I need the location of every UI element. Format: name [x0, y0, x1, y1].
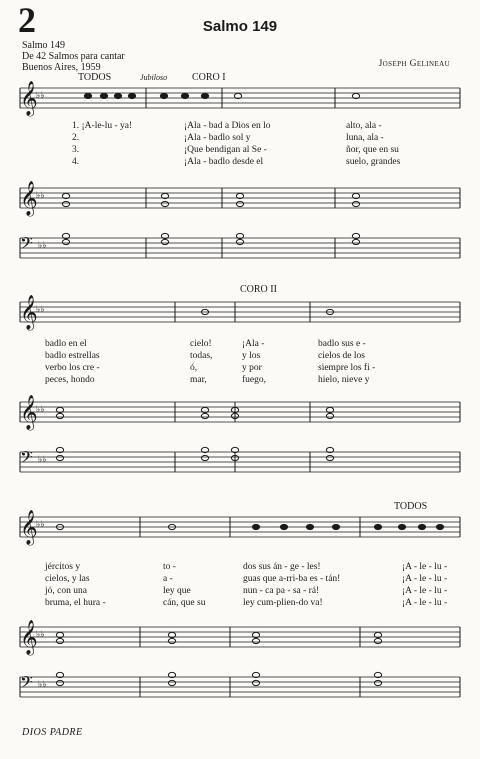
lyric-line: ¡A - le - lu - — [402, 574, 448, 584]
treble-clef-icon: 𝄞 — [20, 395, 38, 430]
lyric-line: a - — [163, 574, 173, 584]
marking-todos: TODOS — [78, 72, 112, 83]
note-head — [201, 413, 208, 418]
note-head — [374, 524, 381, 529]
note-head — [236, 239, 243, 244]
note-head — [56, 638, 63, 643]
treble-clef-icon: 𝄞 — [20, 510, 38, 545]
lyric-line: to - — [163, 562, 176, 572]
lyric-line: badlo sus e - — [318, 339, 366, 349]
lyric-line: alto, ala - — [346, 121, 382, 131]
lyric-line: fuego, — [242, 375, 267, 385]
lyric-line: suelo, grandes — [346, 157, 401, 167]
note-head — [306, 524, 313, 529]
key-signature-flats: ♭♭ — [38, 680, 47, 690]
lyric-line: 1. ¡A-le-lu - ya! — [72, 121, 133, 131]
note-head — [332, 524, 339, 529]
marking-coro-1: CORO I — [192, 72, 226, 83]
lyric-line: dos sus án - ge - les! — [243, 562, 321, 572]
note-head — [201, 455, 208, 460]
key-signature-flats: ♭♭ — [36, 405, 45, 415]
note-head — [62, 201, 69, 206]
lyric-line: cielo! — [190, 339, 212, 349]
note-head — [201, 93, 208, 98]
lyric-line: ley cum-plien-do va! — [243, 598, 323, 608]
key-signature-flats: ♭♭ — [36, 191, 45, 201]
tempo-marking: Jubiloso — [140, 73, 168, 82]
note-head — [84, 93, 91, 98]
note-head — [418, 524, 425, 529]
lyric-line: nun - ca pa - sa - rá! — [243, 586, 320, 596]
note-head — [326, 413, 333, 418]
note-head — [128, 93, 135, 98]
note-head — [398, 524, 405, 529]
note-head — [252, 680, 259, 685]
note-head — [236, 201, 243, 206]
key-signature-flats: ♭♭ — [38, 455, 47, 465]
lyric-line: 2. — [72, 133, 80, 143]
lyric-line: 3. — [72, 145, 80, 155]
lyric-line: ¡Ala - bad a Dios en lo — [184, 121, 271, 131]
note-head — [374, 680, 381, 685]
page-title: Salmo 149 — [202, 18, 278, 35]
lyric-line: todas, — [190, 351, 213, 361]
lyric-line: ¡Ala - — [242, 339, 265, 349]
note-head — [56, 413, 63, 418]
note-head — [160, 93, 167, 98]
lyric-line: guas que a-rri-ba es - tán! — [243, 574, 341, 584]
note-head — [252, 638, 259, 643]
lyric-line: siempre los fi - — [318, 363, 376, 373]
note-head — [252, 524, 259, 529]
note-head — [114, 93, 121, 98]
section-footer: DIOS PADRE — [22, 727, 83, 738]
lyric-line: cielos, y las — [45, 574, 90, 584]
source-line-3: Buenos Aires, 1959 — [22, 62, 101, 73]
note-head — [56, 455, 63, 460]
lyric-line: y los — [242, 351, 261, 361]
bass-clef-icon: 𝄢 — [20, 672, 33, 696]
bass-clef-icon: 𝄢 — [20, 233, 33, 257]
note-head — [352, 239, 359, 244]
lyric-line: jércitos y — [45, 562, 81, 572]
note-head — [56, 680, 63, 685]
lyric-line: ó, — [190, 363, 198, 373]
note-head — [181, 93, 188, 98]
key-signature-flats: ♭♭ — [36, 91, 45, 101]
lyric-line: jó, con una — [45, 586, 87, 596]
lyric-line: ¡Que bendigan al Se - — [184, 145, 267, 155]
composer-credit: Joseph Gelineau — [378, 59, 450, 69]
note-head — [280, 524, 287, 529]
bass-clef-icon: 𝄢 — [20, 447, 33, 471]
lyric-line: hielo, nieve y — [318, 375, 370, 385]
lyric-line: ñor, que en su — [346, 145, 399, 155]
note-head — [374, 638, 381, 643]
lyric-line: badlo en el — [45, 339, 87, 349]
lyric-line: ley que — [163, 586, 191, 596]
treble-clef-icon: 𝄞 — [20, 81, 38, 116]
key-signature-flats: ♭♭ — [36, 520, 45, 530]
lyric-line: ¡A - le - lu - — [402, 598, 448, 608]
lyric-line: ¡A - le - lu - — [402, 586, 448, 596]
treble-clef-icon: 𝄞 — [20, 181, 38, 216]
lyric-line: mar, — [190, 375, 207, 385]
note-head — [352, 201, 359, 206]
note-head — [161, 239, 168, 244]
lyric-line: ¡A - le - lu - — [402, 562, 448, 572]
lyric-line: badlo estrellas — [45, 351, 100, 361]
lyric-line: cán, que su — [163, 598, 206, 608]
lyric-line: luna, ala - — [346, 133, 384, 143]
source-line-2: De 42 Salmos para cantar — [22, 51, 125, 62]
lyric-line: ¡Ala - badlo sol y — [184, 133, 251, 143]
lyric-line: bruma, el hura - — [45, 598, 106, 608]
treble-clef-icon: 𝄞 — [20, 620, 38, 655]
note-head — [161, 201, 168, 206]
note-head — [62, 239, 69, 244]
lyric-line: cielos de los — [318, 351, 365, 361]
key-signature-flats: ♭♭ — [36, 305, 45, 315]
note-head — [168, 680, 175, 685]
note-head — [436, 524, 443, 529]
key-signature-flats: ♭♭ — [36, 630, 45, 640]
note-head — [326, 455, 333, 460]
note-head — [100, 93, 107, 98]
marking-todos-end: TODOS — [394, 501, 428, 512]
note-head — [168, 638, 175, 643]
lyric-line: 4. — [72, 157, 80, 167]
lyric-line: verbo los cre - — [45, 363, 100, 373]
marking-coro-2: CORO II — [240, 284, 277, 295]
lyric-line: ¡Ala - badlo desde el — [184, 157, 264, 167]
lyric-line: y por — [242, 363, 262, 373]
key-signature-flats: ♭♭ — [38, 241, 47, 251]
treble-clef-icon: 𝄞 — [20, 295, 38, 330]
page-number: 2 — [18, 0, 36, 40]
lyric-line: peces, hondo — [45, 375, 95, 385]
source-line-1: Salmo 149 — [22, 40, 66, 51]
